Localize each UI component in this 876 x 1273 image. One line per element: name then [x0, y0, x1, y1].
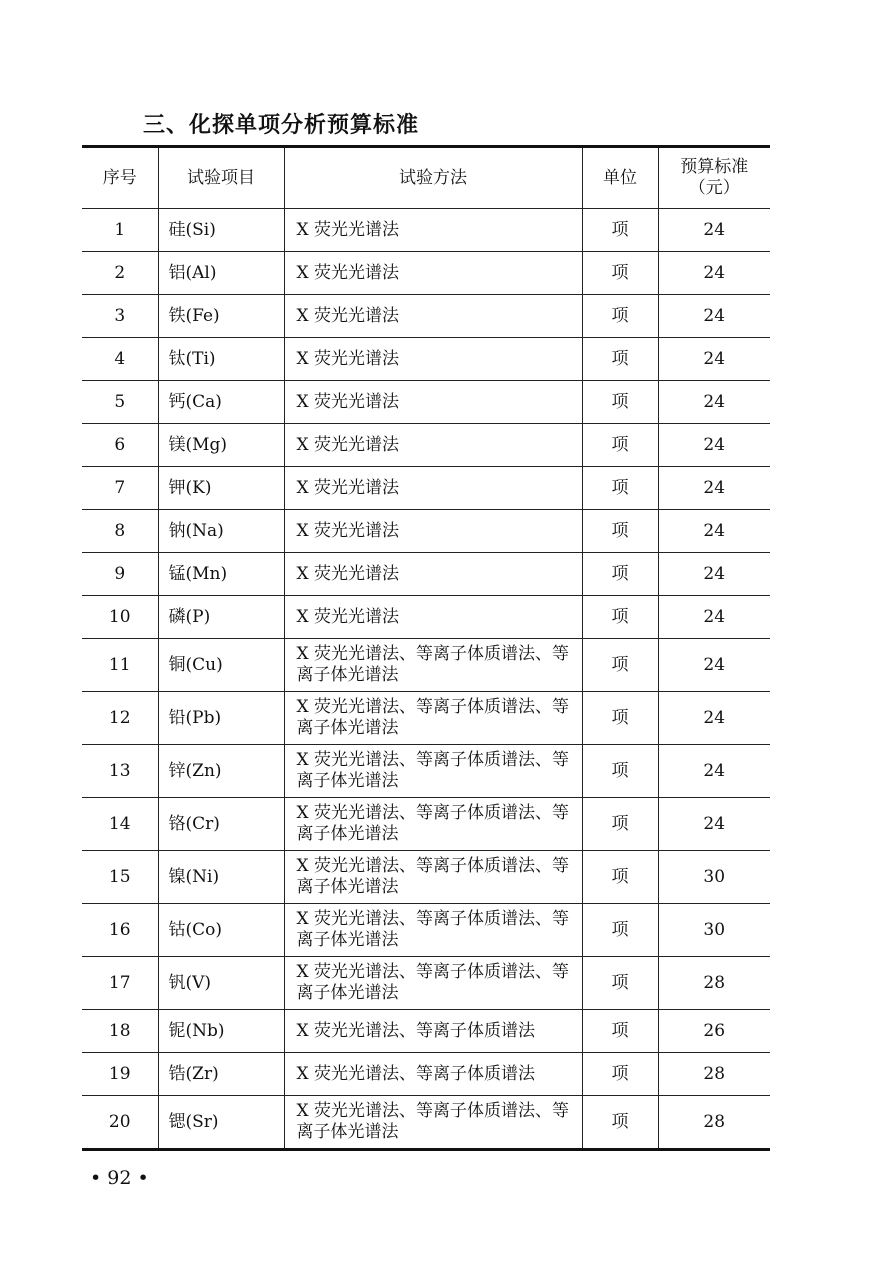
cell-unit: 项	[582, 692, 658, 745]
cell-method: X 荧光光谱法	[284, 553, 582, 596]
cell-item: 钴(Co)	[158, 904, 284, 957]
table-row	[82, 295, 770, 338]
cell-price: 24	[658, 745, 770, 798]
cell-unit: 项	[582, 904, 658, 957]
cell-no: 20	[82, 1096, 158, 1150]
cell-unit: 项	[582, 1053, 658, 1096]
cell-price: 24	[658, 252, 770, 295]
cell-no: 15	[82, 851, 158, 904]
cell-no: 10	[82, 596, 158, 639]
cell-unit: 项	[582, 851, 658, 904]
cell-item: 铜(Cu)	[158, 639, 284, 692]
cell-item: 铅(Pb)	[158, 692, 284, 745]
cell-method: X 荧光光谱法、等离子体质谱法	[284, 1053, 582, 1096]
cell-price: 24	[658, 798, 770, 851]
cell-item: 铌(Nb)	[158, 1010, 284, 1053]
cell-method: X 荧光光谱法	[284, 424, 582, 467]
cell-method: X 荧光光谱法	[284, 252, 582, 295]
cell-unit: 项	[582, 467, 658, 510]
cell-no: 13	[82, 745, 158, 798]
cell-item: 铬(Cr)	[158, 798, 284, 851]
cell-item: 锆(Zr)	[158, 1053, 284, 1096]
cell-no: 2	[82, 252, 158, 295]
table-row	[82, 596, 770, 639]
table-row	[82, 252, 770, 295]
header-price-line1: 预算标准	[680, 157, 749, 177]
cell-item: 硅(Si)	[158, 209, 284, 252]
cell-unit: 项	[582, 745, 658, 798]
cell-method: X 荧光光谱法	[284, 295, 582, 338]
table-row	[82, 851, 770, 904]
cell-item: 钒(V)	[158, 957, 284, 1010]
cell-item: 锰(Mn)	[158, 553, 284, 596]
cell-item: 锶(Sr)	[158, 1096, 284, 1150]
table-row	[82, 904, 770, 957]
page-title: 三、化探单项分析预算标准	[143, 113, 420, 138]
table-row	[82, 1010, 770, 1053]
cell-unit: 项	[582, 295, 658, 338]
cell-no: 11	[82, 639, 158, 692]
table-header-row	[82, 147, 770, 209]
header-price-line2: （元）	[688, 178, 740, 198]
cell-unit: 项	[582, 639, 658, 692]
cell-unit: 项	[582, 1096, 658, 1150]
header-item: 试验项目	[158, 147, 284, 209]
table-row	[82, 424, 770, 467]
cell-no: 12	[82, 692, 158, 745]
cell-method: X 荧光光谱法	[284, 338, 582, 381]
cell-unit: 项	[582, 510, 658, 553]
cell-item: 镁(Mg)	[158, 424, 284, 467]
cell-unit: 项	[582, 553, 658, 596]
cell-price: 24	[658, 381, 770, 424]
cell-unit: 项	[582, 381, 658, 424]
page-number: • 92 •	[90, 1167, 149, 1189]
cell-item: 钙(Ca)	[158, 381, 284, 424]
cell-no: 17	[82, 957, 158, 1010]
header-price	[658, 147, 770, 209]
cell-no: 3	[82, 295, 158, 338]
cell-item: 磷(P)	[158, 596, 284, 639]
cell-price: 24	[658, 596, 770, 639]
cell-method: X 荧光光谱法	[284, 510, 582, 553]
cell-no: 6	[82, 424, 158, 467]
cell-method: X 荧光光谱法	[284, 467, 582, 510]
cell-item: 铝(Al)	[158, 252, 284, 295]
cell-unit: 项	[582, 1010, 658, 1053]
cell-unit: 项	[582, 252, 658, 295]
cell-item: 镍(Ni)	[158, 851, 284, 904]
table-row	[82, 209, 770, 252]
table-body	[82, 209, 770, 1150]
cell-price: 24	[658, 510, 770, 553]
cell-method: X 荧光光谱法、等离子体质谱法、等离子体光谱法	[284, 1096, 582, 1150]
cell-no: 7	[82, 467, 158, 510]
cell-price: 28	[658, 1053, 770, 1096]
cell-method: X 荧光光谱法、等离子体质谱法、等离子体光谱法	[284, 798, 582, 851]
cell-item: 钾(K)	[158, 467, 284, 510]
cell-item: 钠(Na)	[158, 510, 284, 553]
table-row	[82, 338, 770, 381]
cell-price: 24	[658, 295, 770, 338]
cell-price: 30	[658, 904, 770, 957]
cell-method: X 荧光光谱法、等离子体质谱法、等离子体光谱法	[284, 639, 582, 692]
cell-unit: 项	[582, 209, 658, 252]
table-row	[82, 692, 770, 745]
cell-method: X 荧光光谱法、等离子体质谱法、等离子体光谱法	[284, 851, 582, 904]
cell-price: 24	[658, 467, 770, 510]
cell-price: 28	[658, 957, 770, 1010]
cell-unit: 项	[582, 957, 658, 1010]
cell-item: 钛(Ti)	[158, 338, 284, 381]
cell-method: X 荧光光谱法	[284, 381, 582, 424]
cell-no: 1	[82, 209, 158, 252]
cell-no: 4	[82, 338, 158, 381]
cell-item: 锌(Zn)	[158, 745, 284, 798]
budget-table	[82, 145, 770, 1151]
cell-method: X 荧光光谱法、等离子体质谱法、等离子体光谱法	[284, 904, 582, 957]
cell-no: 18	[82, 1010, 158, 1053]
cell-price: 24	[658, 692, 770, 745]
cell-no: 19	[82, 1053, 158, 1096]
header-no: 序号	[82, 147, 158, 209]
header-method: 试验方法	[284, 147, 582, 209]
table-row	[82, 1096, 770, 1150]
table-row	[82, 1053, 770, 1096]
cell-price: 28	[658, 1096, 770, 1150]
table-row	[82, 510, 770, 553]
cell-unit: 项	[582, 338, 658, 381]
cell-method: X 荧光光谱法、等离子体质谱法	[284, 1010, 582, 1053]
table-row	[82, 639, 770, 692]
cell-method: X 荧光光谱法、等离子体质谱法、等离子体光谱法	[284, 692, 582, 745]
cell-unit: 项	[582, 798, 658, 851]
cell-no: 8	[82, 510, 158, 553]
cell-method: X 荧光光谱法	[284, 596, 582, 639]
cell-item: 铁(Fe)	[158, 295, 284, 338]
table-row	[82, 381, 770, 424]
cell-unit: 项	[582, 596, 658, 639]
cell-no: 14	[82, 798, 158, 851]
cell-method: X 荧光光谱法、等离子体质谱法、等离子体光谱法	[284, 957, 582, 1010]
cell-method: X 荧光光谱法、等离子体质谱法、等离子体光谱法	[284, 745, 582, 798]
cell-price: 24	[658, 424, 770, 467]
cell-price: 30	[658, 851, 770, 904]
cell-price: 24	[658, 338, 770, 381]
table-row	[82, 553, 770, 596]
cell-price: 26	[658, 1010, 770, 1053]
cell-price: 24	[658, 209, 770, 252]
table-row	[82, 957, 770, 1010]
cell-price: 24	[658, 553, 770, 596]
table-row	[82, 467, 770, 510]
cell-no: 16	[82, 904, 158, 957]
header-unit: 单位	[582, 147, 658, 209]
cell-unit: 项	[582, 424, 658, 467]
cell-method: X 荧光光谱法	[284, 209, 582, 252]
cell-no: 5	[82, 381, 158, 424]
cell-price: 24	[658, 639, 770, 692]
budget-table-container	[82, 145, 770, 1151]
table-row	[82, 798, 770, 851]
cell-no: 9	[82, 553, 158, 596]
table-row	[82, 745, 770, 798]
